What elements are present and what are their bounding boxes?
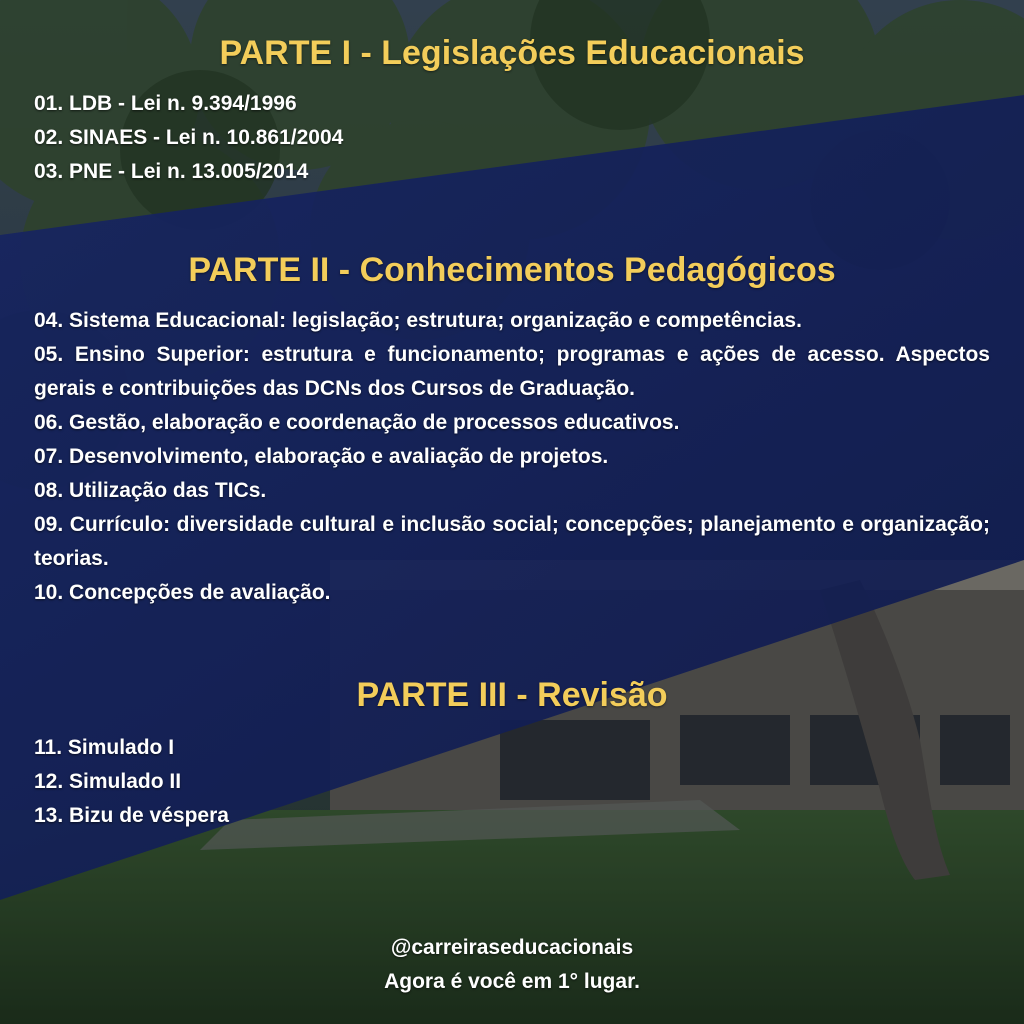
- footer: [0, 931, 1024, 999]
- part1-heading: PARTE I - Legislações Educacionais: [219, 34, 805, 72]
- list-item: 08. Utilização das TICs.: [34, 479, 267, 502]
- list-item: 07. Desenvolvimento, elaboração e avaliação de projetos.: [34, 445, 609, 468]
- part1-list: [34, 87, 990, 189]
- list-item: 02. SINAES - Lei n. 10.861/2004: [34, 126, 344, 149]
- list-item: 12. Simulado II: [34, 770, 182, 793]
- part2-heading: PARTE II - Conhecimentos Pedagógicos: [188, 251, 836, 289]
- list-item: 09. Currículo: diversidade cultural e inclusão social; concepções; planejamento e organização; teorias.: [34, 513, 990, 570]
- list-item: 04. Sistema Educacional: legislação; estrutura; organização e competências.: [34, 309, 802, 332]
- part2-list: [34, 304, 990, 610]
- list-item: 13. Bizu de véspera: [34, 804, 229, 827]
- list-item: 06. Gestão, elaboração e coordenação de processos educativos.: [34, 411, 680, 434]
- list-item: 05. Ensino Superior: estrutura e funcionamento; programas e ações de acesso. Aspectos gerais e contribuições das DCNs dos Cursos de Graduação.: [34, 343, 990, 400]
- part3-list: [34, 731, 990, 833]
- instagram-handle: @carreiraseducacionais: [390, 936, 634, 959]
- part3-heading: PARTE III - Revisão: [356, 676, 668, 714]
- tagline: Agora é você em 1° lugar.: [384, 970, 640, 993]
- list-item: 10. Concepções de avaliação.: [34, 581, 331, 604]
- list-item: 03. PNE - Lei n. 13.005/2014: [34, 160, 309, 183]
- list-item: 01. LDB - Lei n. 9.394/1996: [34, 92, 297, 115]
- list-item: 11. Simulado I: [34, 736, 175, 759]
